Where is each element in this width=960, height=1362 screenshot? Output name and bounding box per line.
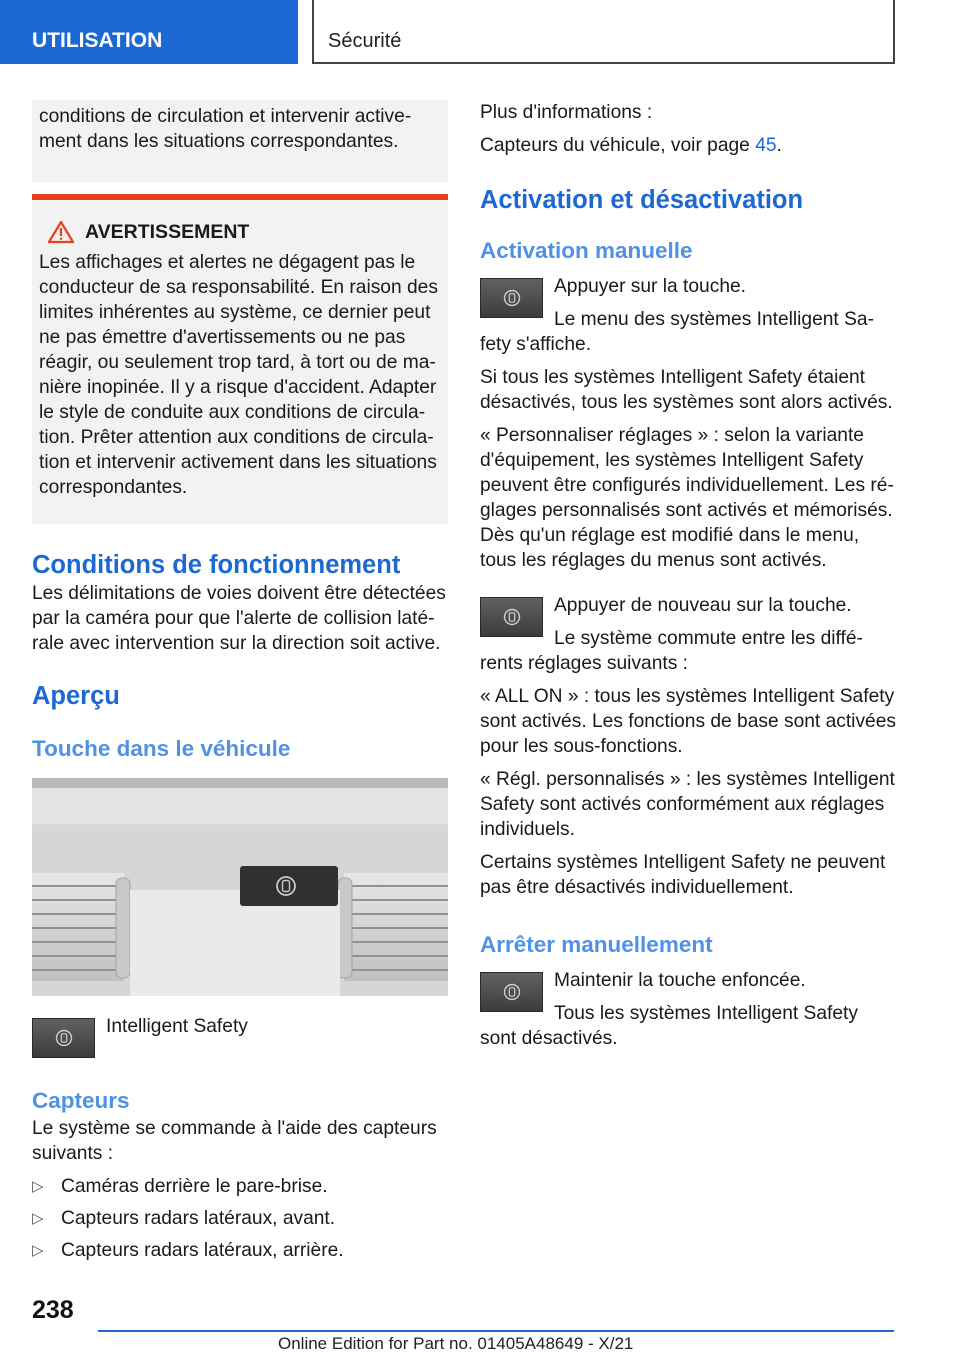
hold-button-text: Maintenir la touche enfoncée. bbox=[554, 970, 806, 991]
more-info: Plus d'informations : bbox=[480, 102, 653, 123]
menu-display-text: Le menu des systèmes Intelligent Safety s'affiche. bbox=[480, 309, 874, 355]
edition-text: Online Edition for Part no. 01405A48649 - X/21 bbox=[278, 1334, 634, 1353]
triangle-bullet-icon: ▷ bbox=[32, 1210, 44, 1227]
footer-divider bbox=[98, 1330, 894, 1332]
intro-box bbox=[32, 100, 448, 182]
intelligent-safety-button-image bbox=[480, 972, 543, 1012]
triangle-bullet-icon: ▷ bbox=[32, 1242, 44, 1259]
right-column bbox=[480, 100, 898, 1059]
intelligent-safety-button-image bbox=[32, 1018, 95, 1058]
press-again-text: Appuyer de nouveau sur la touche. bbox=[554, 595, 852, 616]
activation-heading: Activation et désactivation bbox=[480, 186, 804, 214]
page-title: Sécurité bbox=[312, 0, 895, 64]
manual-activation-heading: Activation manuelle bbox=[480, 238, 693, 263]
manual-stop-heading: Arrêter manuellement bbox=[480, 932, 713, 957]
sensor-reference: Capteurs du véhicule, voir page 45. bbox=[480, 135, 782, 156]
capteurs-text: Le système se commande à l'aide des capteurs suivants : bbox=[32, 1118, 437, 1164]
press-button-step bbox=[480, 274, 898, 357]
button-legend bbox=[32, 1014, 448, 1074]
section-tab: UTILISATION bbox=[0, 0, 298, 64]
vehicle-button-photo bbox=[32, 778, 448, 996]
car-shield-icon bbox=[503, 289, 521, 307]
all-deactivated-text: Tous les systèmes Intelligent Safety sont désactivés. bbox=[480, 1003, 858, 1049]
press-again-step bbox=[480, 593, 898, 676]
all-off-text: Si tous les systèmes Intelligent Safety étaient désactivés, tous les systèmes sont alors activés. bbox=[480, 367, 893, 413]
car-shield-icon bbox=[55, 1029, 73, 1047]
switch-text: Le système commute entre les différents réglages suivants : bbox=[480, 628, 863, 674]
warning-text: Les affichages et alertes ne dégagent pas le conducteur de sa responsabilité. En raison des limites inhérentes au système, ce dernier peut ne pas émettre d'avertissements ou ne pas réagir, ou seulement trop tard, à tort ou de manière inopinée. Il y a risque d'accident. Adapter le style de conduite aux conditions de circulation. Prêter attention aux conditions de circulation et intervenir activement dans les situations correspondantes. bbox=[39, 252, 438, 498]
car-shield-icon bbox=[503, 608, 521, 626]
warning-box bbox=[32, 194, 448, 524]
list-item: ▷ Capteurs radars latéraux, arrière. bbox=[32, 1240, 344, 1261]
press-button-text: Appuyer sur la touche. bbox=[554, 276, 746, 297]
hold-button-step bbox=[480, 968, 898, 1051]
intelligent-safety-button-image bbox=[480, 278, 543, 318]
conditions-text: Les délimitations de voies doivent être détectées par la caméra pour que l'alerte de collision latérale avec intervention sur la direction soit active. bbox=[32, 583, 446, 654]
intro-text: conditions de circulation et intervenir activement dans les situations correspondantes. bbox=[39, 106, 412, 152]
intelligent-safety-button-image bbox=[480, 597, 543, 637]
all-on-text: « ALL ON » : tous les systèmes Intelligent Safety sont activés. Les fonctions de base sont activées pour les sous-fonctions. bbox=[480, 686, 896, 757]
triangle-bullet-icon: ▷ bbox=[32, 1178, 44, 1195]
page-number: 238 bbox=[32, 1296, 74, 1324]
warning-triangle-icon bbox=[47, 220, 75, 244]
left-column bbox=[32, 100, 448, 1270]
warning-header bbox=[39, 220, 441, 244]
conditions-heading: Conditions de fonctionnement bbox=[32, 551, 401, 579]
list-item: ▷ Caméras derrière le pare-brise. bbox=[32, 1176, 328, 1197]
warning-title: AVERTISSEMENT bbox=[85, 221, 250, 243]
button-label: Intelligent Safety bbox=[106, 1016, 248, 1037]
capteurs-list bbox=[32, 1174, 448, 1263]
car-shield-icon bbox=[503, 983, 521, 1001]
certain-systems-text: Certains systèmes Intelligent Safety ne peuvent pas être désactivés individuellement. bbox=[480, 852, 886, 898]
page-link[interactable]: 45 bbox=[755, 135, 777, 156]
list-item: ▷ Capteurs radars latéraux, avant. bbox=[32, 1208, 336, 1229]
capteurs-heading: Capteurs bbox=[32, 1088, 130, 1113]
regl-personnalises-text: « Régl. personnalisés » : les systèmes Intelligent Safety sont activés conformément aux réglages individuels. bbox=[480, 769, 895, 840]
button-heading: Touche dans le véhicule bbox=[32, 736, 291, 761]
personnaliser-text: « Personnaliser réglages » : selon la variante d'équipement, les systèmes Intelligent Safety peuvent être configurés individuellement. Les réglages personnalisés sont activés et mémorisés. Dès qu'un réglage est modifié dans le menu, tous les réglages du menus sont activés. bbox=[480, 425, 894, 571]
apercu-heading: Aperçu bbox=[32, 682, 120, 710]
